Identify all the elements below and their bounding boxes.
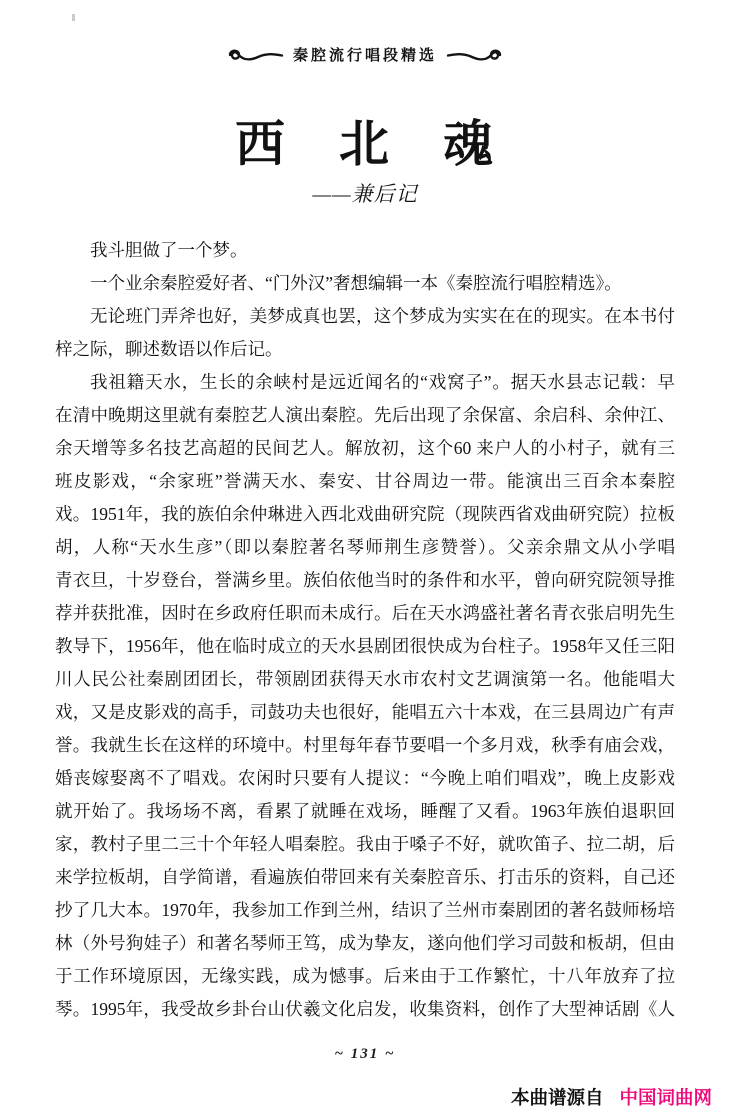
article-body — [55, 234, 675, 1026]
body-line: 川人民公社秦剧团团长，带领剧团获得天水市农村文艺调演第一名。他能唱大 — [55, 669, 675, 689]
body-line: 戏，又是皮影戏的高手，司鼓功夫也很好，能唱五六十本戏，在三县周边广有声 — [55, 702, 675, 722]
article-subtitle: ——兼后记 — [312, 182, 418, 206]
article-title: 西 北 魂 — [235, 116, 495, 172]
body-line: 班皮影戏，“余家班”誉满天水、秦安、甘谷周边一带。能演出三百余本秦腔 — [55, 471, 675, 491]
body-line: 来学拉板胡，自学简谱，看遍族伯带回来有关秦腔音乐、打击乐的资料，自己还 — [55, 867, 675, 887]
body-line: 胡，人称“天水生彦”（即以秦腔著名琴师荆生彦赞誉）。父亲余鼎文从小学唱 — [55, 537, 675, 557]
body-line: 婚丧嫁娶离不了唱戏。农闲时只要有人提议：“今晚上咱们唱戏”，晚上皮影戏 — [55, 768, 675, 788]
body-line: 无论班门弄斧也好，美梦成真也罢，这个梦成为实实在在的现实。在本书付 — [90, 306, 675, 326]
watermark-site-name[interactable]: 中国词曲网 — [619, 1087, 712, 1108]
body-line: 于工作环境原因，无缘实践，成为憾事。后来由于工作繁忙，十八年放弃了拉 — [55, 966, 675, 986]
body-line: 林（外号狗娃子）和著名琴师王笃，成为挚友，遂向他们学习司鼓和板胡，但由 — [55, 933, 675, 953]
flourish-swirl-right-icon — [446, 46, 504, 64]
body-line: 戏。1951年，我的族伯余仲琳进入西北戏曲研究院（现陕西省戏曲研究院）拉板 — [55, 504, 675, 524]
body-line: 教导下，1956年，他在临时成立的天水县剧团很快成为台柱子。1958年又任三阳 — [55, 636, 675, 656]
body-line: 余天增等多名技艺高超的民间艺人。解放初，这个60 来户人的小村子，就有三 — [55, 438, 675, 458]
running-head-title: 秦腔流行唱段精选 — [292, 48, 437, 64]
body-line: 荐并获批准，因时在乡政府任职而未成行。后在天水鸿盛社著名青衣张启明先生 — [55, 603, 675, 623]
body-line: 青衣旦，十岁登台，誉满乡里。族伯依他当时的条件和水平，曾向研究院领导推 — [55, 570, 675, 590]
body-line: 就开始了。我场场不离，看累了就睡在戏场，睡醒了又看。1963年族伯退职回 — [55, 801, 675, 821]
running-head — [0, 44, 730, 65]
scan-artifact — [72, 14, 75, 21]
body-line: 家，教村子里二三十个年轻人唱秦腔。我由于嗓子不好，就吹笛子、拉二胡，后 — [55, 834, 675, 854]
flourish-swirl-left-icon — [226, 46, 284, 64]
body-line: 琴。1995年，我受故乡卦台山伏羲文化启发，收集资料，创作了大型神话剧《人 — [55, 999, 675, 1019]
body-line: 梓之际，聊述数语以作后记。 — [55, 339, 283, 359]
body-line: 誉。我就生长在这样的环境中。村里每年春节要唱一个多月戏，秋季有庙会戏， — [55, 735, 675, 755]
body-line: 抄了几大本。1970年，我参加工作到兰州，结识了兰州市秦剧团的著名鼓师杨培 — [55, 900, 675, 920]
page-number: ~ 131 ~ — [334, 1046, 396, 1062]
body-line: 我祖籍天水，生长的余峡村是远近闻名的“戏窝子”。据天水县志记载：早 — [90, 372, 675, 392]
body-line: 一个业余秦腔爱好者、“门外汉”奢想编辑一本《秦腔流行唱腔精选》。 — [90, 273, 622, 293]
watermark-source-label: 本曲谱源自 — [510, 1087, 604, 1108]
body-line: 在清中晚期这里就有秦腔艺人演出秦腔。先后出现了余保富、余启科、余仲江、 — [55, 405, 675, 425]
body-line: 我斗胆做了一个梦。 — [90, 240, 248, 260]
watermark — [511, 1084, 712, 1110]
